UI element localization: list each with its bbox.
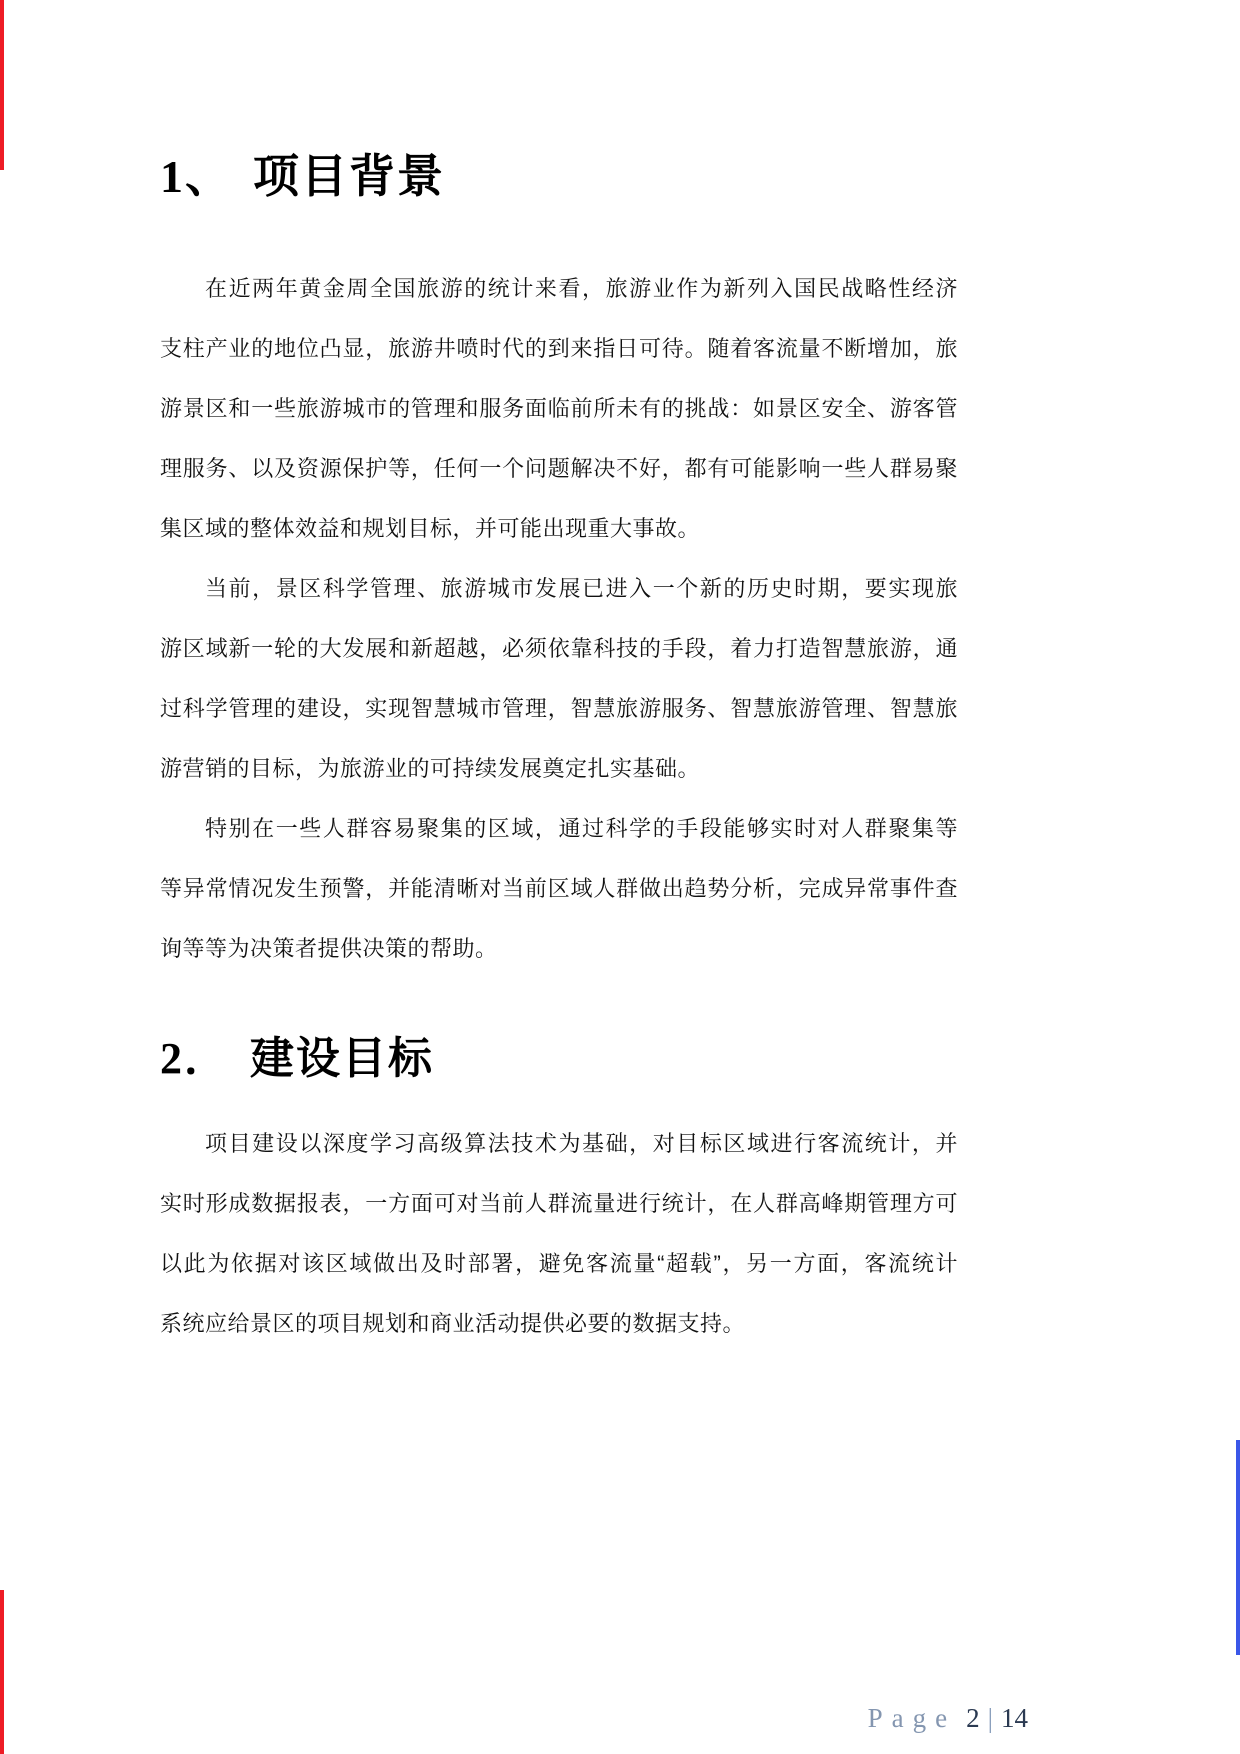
section-2-number: 2． — [160, 1034, 230, 1083]
paragraph-line: 项目建设以深度学习高级算法技术为基础，对目标区域进行客流统计，并 — [205, 1131, 958, 1156]
footer-separator: | — [987, 1703, 993, 1733]
paragraph-line: 过科学管理的建设，实现智慧城市管理，智慧旅游服务、智慧旅游管理、智慧旅 — [160, 696, 958, 721]
footer-total-pages: 14 — [1001, 1703, 1028, 1733]
right-edge-blue-mark — [1236, 1440, 1240, 1655]
section-1-paragraph-3 — [160, 799, 958, 979]
paragraph-line: 询等等为决策者提供决策的帮助。 — [160, 936, 498, 961]
section-1-paragraph-2 — [160, 559, 958, 799]
section-1-number: 1、 — [160, 151, 233, 202]
paragraph-line: 以此为依据对该区域做出及时部署，避免客流量“超载”，另一方面，客流统计 — [160, 1251, 958, 1276]
section-1-title: 项目背景 — [253, 151, 445, 202]
section-2-heading — [160, 1024, 958, 1094]
paragraph-line: 当前，景区科学管理、旅游城市发展已进入一个新的历史时期，要实现旅 — [205, 576, 958, 601]
paragraph-line: 实时形成数据报表，一方面可对当前人群流量进行统计，在人群高峰期管理方可 — [160, 1191, 958, 1216]
paragraph-line: 游营销的目标，为旅游业的可持续发展奠定扎实基础。 — [160, 756, 701, 781]
paragraph-line: 系统应给景区的项目规划和商业活动提供必要的数据支持。 — [160, 1311, 746, 1336]
left-edge-red-mark-bottom — [0, 1590, 4, 1754]
footer-page-label: Page — [867, 1703, 957, 1733]
paragraph-line: 游景区和一些旅游城市的管理和服务面临前所未有的挑战：如景区安全、游客管 — [160, 396, 958, 421]
section-2-paragraph-1 — [160, 1114, 958, 1354]
paragraph-line: 支柱产业的地位凸显，旅游井喷时代的到来指日可待。随着客流量不断增加，旅 — [160, 336, 958, 361]
section-1-paragraph-1 — [160, 259, 958, 559]
paragraph-line: 在近两年黄金周全国旅游的统计来看，旅游业作为新列入国民战略性经济 — [205, 276, 958, 301]
paragraph-line: 等异常情况发生预警，并能清晰对当前区域人群做出趋势分析，完成异常事件查 — [160, 876, 958, 901]
paragraph-line: 特别在一些人群容易聚集的区域，通过科学的手段能够实时对人群聚集等 — [205, 816, 958, 841]
footer-page-number: 2 — [966, 1703, 980, 1733]
left-edge-red-mark-top — [0, 0, 4, 170]
paragraph-line: 理服务、以及资源保护等，任何一个问题解决不好，都有可能影响一些人群易聚 — [160, 456, 958, 481]
paragraph-line: 游区域新一轮的大发展和新超越，必须依靠科技的手段，着力打造智慧旅游，通 — [160, 636, 958, 661]
document-page-content — [160, 140, 958, 1354]
page-footer — [868, 1703, 1028, 1734]
paragraph-line: 集区域的整体效益和规划目标，并可能出现重大事故。 — [160, 516, 701, 541]
section-2-title: 建设目标 — [250, 1034, 434, 1083]
section-1-heading — [160, 140, 958, 214]
